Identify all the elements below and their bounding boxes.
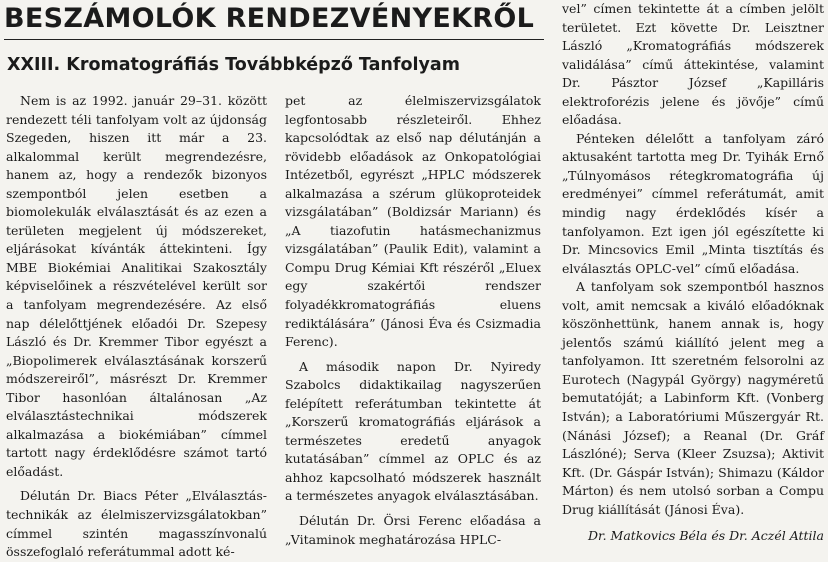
text-column-1 xyxy=(6,92,267,562)
header-rule xyxy=(4,39,544,40)
paragraph: Nem is az 1992. január 29–31. között rendezett téli tanfolyam volt az újdonság Szegeden, hiszen itt már a 23. alkalommal került megrendezésre, hanem az, hogy a rendezők bizonyos szempontból jelen esetben a biomolekulák elválasztását és az ezen a területen megjelent új módszereket, eljárásokat kívánták áttekinteni. Így MBE Biokémiai Analitikai Szakosztály képviselőinek a részvételével került sor a tanfolyam megrendezésére. Az első nap délelőttjének előadói Dr. Szepesy László és Dr. Kremmer Tibor egyészt a „Biopolimerek elválasztásának korszerű módszereiről”, másrészt Dr. Kremmer Tibor hasonlóan általánosan „Az elválasztástechnikai módszerek alkalmazása a biokémiában” címmel tartott nagy érdeklődésre számot tartó előadást. xyxy=(6,93,267,479)
author-signature: Dr. Matkovics Béla és Dr. Aczél Attila xyxy=(587,528,824,544)
paragraph: A tanfolyam sok szempontból hasznos volt, amit nemcsak a kiváló előadóknak köszönhettünk, hanem annak is, hogy jelentős számú kiállító jelent meg a tanfolyamon. Itt szeretném felsorolni az Eurotech (Nagypál György) nagyméretű bemutatóját; a Labinform Kft. (Vonberg István); a Laboratóriumi Műszergyár Rt. (Nánási József); a Reanal (Dr. Gráf Lászlóné); Serva (Kleer Zsuzsa); Aktivit Kft. (Dr. Gáspár István); Shimazu (Káldor Márton) és nem utolsó sorban a Compu Drug kiállítását (Jánosi Éva). xyxy=(562,279,824,517)
paragraph: vel” címen tekintette át a címben jelölt területet. Ezt követte Dr. Leisztner László „Kromatográfiás módszerek validálása” című áttekintése, valamint Dr. Pásztor József „Kapilláris elektroforézis jelene és jövője” című előadása. xyxy=(562,1,824,128)
section-masthead: BESZÁMOLÓK RENDEZVÉNYEKRŐL xyxy=(4,3,535,34)
paragraph: A második napon Dr. Nyiredy Szabolcs didaktikailag nagyszerűen felépített referátumban tekintette át „Korszerű kromatográfiás eljárások a természetes eredetű anyagok kutatásában” címmel az OPLC és az ahhoz kapcsolható módszerek használt a természetes anyagok elválasztásában. xyxy=(285,358,541,504)
paragraph: Délután Dr. Biacs Péter „Elválasztás-technikák az élelmiszervizsgálatokban” címmel szintén magasszínvonalú összefoglaló referátummal adott ké- xyxy=(6,488,267,560)
text-column-3 xyxy=(562,0,824,546)
article-title: XXIII. Kromatográfiás Továbbképző Tanfolyam xyxy=(7,55,460,75)
paragraph: Pénteken délelőtt a tanfolyam záró aktusaként tartotta meg Dr. Tyihák Ernő „Túlnyomásos rétegkromatográfia új eredményei” címmel referátumát, amit mindig nagy érdeklődés kísér a tanfolyamon. Ezt igen jól egészítette ki Dr. Mincsovics Emil „Minta tisztítás és elválasztás OPLC-vel” című előadása. xyxy=(562,130,824,276)
text-column-2 xyxy=(285,92,541,549)
paragraph: Délután Dr. Örsi Ferenc előadása a „Vitaminok meghatározása HPLC- xyxy=(285,513,541,547)
paragraph: pet az élelmiszervizsgálatok legfontosabb részleteiről. Ehhez kapcsolódtak az első nap délutánján a rövidebb előadások az Onkopatológiai Intézetből, egyrészt „HPLC módszerek alkalmazása a szérum glükoproteidek vizsgálatában” (Boldizsár Mariann) és „A tiazofutin hatásmechanizmus vizsgálatában” (Paulik Edit), valamint a Compu Drug Kémiai Kft részéről „Eluex egy szakértői rendszer folyadékkromatográfiás eluens rediktálására” (Jánosi Éva és Csizmadia Ferenc). xyxy=(285,93,541,350)
